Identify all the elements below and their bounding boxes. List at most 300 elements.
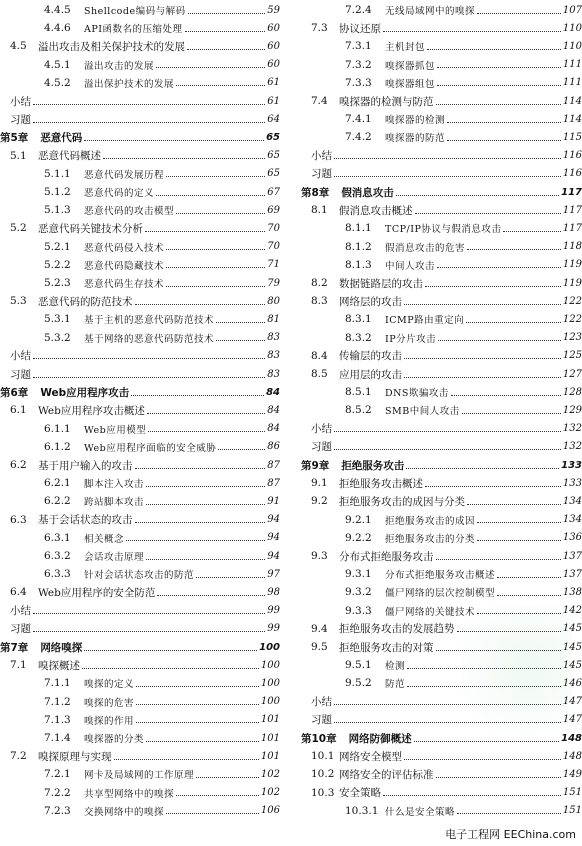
toc-entry bbox=[301, 1, 582, 19]
dot-leader bbox=[477, 540, 561, 541]
toc-entry-title: 拒绝服务攻击的成因与分类 bbox=[339, 495, 465, 508]
toc-entry bbox=[301, 583, 582, 601]
toc-entry-title: 什么是安全策略 bbox=[385, 806, 456, 818]
toc-entry bbox=[301, 365, 582, 383]
toc-entry-number: 4.5 bbox=[10, 40, 27, 53]
toc-entry-title: 分布式拒绝服务攻击 bbox=[339, 550, 434, 563]
dot-leader bbox=[447, 140, 561, 141]
toc-entry bbox=[301, 110, 582, 128]
toc-entry-number: 5.1.2 bbox=[44, 186, 71, 198]
dot-leader bbox=[437, 85, 561, 86]
toc-entry-page: 145 bbox=[562, 641, 582, 653]
toc-entry-number: 7.2.3 bbox=[44, 804, 71, 817]
dot-leader bbox=[136, 686, 259, 687]
toc-entry bbox=[0, 201, 280, 219]
toc-entry-number: 5.2.1 bbox=[44, 240, 71, 253]
toc-entry-number: 4.5.2 bbox=[44, 76, 71, 89]
toc-entry-number: 9.5.2 bbox=[345, 677, 372, 690]
toc-entry-title: 网络防御概述 bbox=[348, 732, 412, 745]
toc-entry bbox=[0, 19, 280, 37]
dot-leader bbox=[334, 176, 561, 177]
toc-entry-page: 122 bbox=[562, 295, 582, 307]
toc-entry-page: 151 bbox=[562, 805, 582, 817]
toc-entry-page: 117 bbox=[561, 186, 582, 198]
toc-entry-title: 网络层的攻击 bbox=[339, 295, 402, 308]
toc-entry-page: 60 bbox=[267, 40, 280, 52]
toc-entry-page: 71 bbox=[267, 259, 280, 271]
toc-entry-page: 98 bbox=[267, 586, 280, 598]
toc-entry-number: 8.1.1 bbox=[345, 222, 372, 235]
toc-entry-number: 7.1.4 bbox=[44, 732, 71, 744]
toc-entry-page: 60 bbox=[267, 59, 280, 71]
toc-entry-title: 溢出攻击及相关保护技术的发展 bbox=[38, 40, 185, 53]
toc-entry bbox=[0, 747, 280, 765]
dot-leader bbox=[451, 395, 561, 396]
toc-entry bbox=[0, 92, 280, 110]
toc-entry-page: 83 bbox=[267, 368, 280, 380]
dot-leader bbox=[404, 358, 561, 359]
dot-leader bbox=[146, 559, 265, 560]
toc-entry-page: 65 bbox=[267, 150, 280, 162]
toc-entry-number: 7.4 bbox=[311, 95, 328, 107]
toc-entry-page: 101 bbox=[260, 732, 280, 744]
toc-entry bbox=[301, 420, 582, 438]
toc-entry-title: 假消息攻击的危害 bbox=[385, 242, 466, 254]
toc-entry bbox=[301, 74, 582, 92]
toc-entry bbox=[0, 310, 280, 328]
toc-entry bbox=[301, 347, 582, 365]
toc-entry-title: Web应用程序的安全防范 bbox=[38, 586, 156, 599]
toc-entry-title: IP分片攻击 bbox=[385, 333, 437, 345]
toc-entry-title: Web应用程序攻击概述 bbox=[38, 404, 145, 417]
dot-leader bbox=[477, 522, 561, 523]
toc-entry bbox=[0, 729, 280, 747]
toc-entry-page: 148 bbox=[561, 732, 582, 744]
dot-leader bbox=[114, 759, 259, 760]
toc-entry-title: 嗅探器的防范 bbox=[385, 133, 446, 145]
toc-entry-title: 跨站脚本攻击 bbox=[84, 497, 145, 509]
toc-entry bbox=[0, 711, 280, 729]
dot-leader bbox=[166, 267, 265, 268]
toc-entry-page: 94 bbox=[267, 550, 280, 562]
toc-entry-number: 第7章 bbox=[0, 641, 29, 654]
toc-entry-number: 8.3.2 bbox=[345, 331, 372, 344]
toc-entry-title: 拒绝服务攻击的发展趋势 bbox=[339, 623, 455, 636]
toc-entry bbox=[301, 128, 582, 146]
toc-entry-page: 100 bbox=[260, 677, 280, 689]
toc-entry bbox=[301, 201, 582, 219]
toc-entry-page: 61 bbox=[267, 95, 280, 107]
toc-entry-title: 小结 bbox=[10, 350, 31, 363]
toc-entry-number: 10.3 bbox=[311, 786, 335, 799]
toc-entry bbox=[0, 547, 280, 565]
toc-entry-page: 142 bbox=[562, 605, 582, 617]
toc-entry-page: 70 bbox=[267, 241, 280, 253]
toc-entry-number: 7.4.1 bbox=[345, 113, 372, 126]
toc-entry-page: 101 bbox=[260, 750, 280, 762]
toc-entry-number: 8.4 bbox=[311, 349, 328, 362]
toc-entry-page: 118 bbox=[562, 241, 582, 253]
toc-entry-number: 9.3.3 bbox=[345, 604, 372, 617]
toc-entry-number: 第10章 bbox=[301, 732, 337, 745]
toc-entry-number: 7.3 bbox=[311, 22, 328, 35]
toc-entry-title: 基于会话状态的攻击 bbox=[38, 514, 133, 527]
toc-entry-title: TCP/IP协议与假消息攻击 bbox=[385, 224, 502, 236]
dot-leader bbox=[146, 741, 259, 742]
toc-entry-title: 恶意代码 bbox=[40, 131, 83, 144]
toc-entry-title: 僵尸网络的关键技术 bbox=[385, 606, 476, 618]
dot-leader bbox=[146, 504, 265, 505]
toc-entry bbox=[0, 329, 280, 347]
toc-entry bbox=[301, 274, 582, 292]
toc-entry bbox=[301, 529, 582, 547]
toc-entry bbox=[0, 511, 280, 529]
toc-entry bbox=[301, 765, 582, 783]
toc-entry-number: 9.2 bbox=[311, 495, 328, 508]
toc-entry-number: 4.4.6 bbox=[44, 22, 71, 35]
toc-entry bbox=[0, 37, 280, 55]
toc-entry-title: 嗅探器的检测 bbox=[385, 115, 446, 127]
dot-leader bbox=[477, 13, 561, 14]
dot-leader bbox=[145, 231, 265, 232]
toc-entry-title: 主机封包 bbox=[385, 42, 426, 54]
toc-entry-page: 114 bbox=[562, 113, 582, 125]
toc-entry-number: 8.5.1 bbox=[345, 386, 372, 399]
toc-entry-title: 溢出攻击的发展 bbox=[84, 60, 155, 72]
dot-leader bbox=[196, 777, 259, 778]
toc-entry-page: 101 bbox=[260, 714, 280, 726]
toc-entry-number: 8.1.3 bbox=[345, 258, 372, 271]
dot-leader bbox=[436, 559, 561, 560]
toc-entry-page: 59 bbox=[267, 4, 280, 16]
dot-leader bbox=[176, 85, 265, 86]
toc-entry-title: 习题 bbox=[311, 168, 332, 181]
toc-entry-page: 83 bbox=[267, 332, 280, 344]
toc-entry-number: 7.2.1 bbox=[44, 768, 71, 781]
toc-entry-page: 91 bbox=[267, 495, 280, 507]
toc-entry-page: 83 bbox=[267, 350, 280, 362]
toc-entry bbox=[301, 147, 582, 165]
dot-leader bbox=[166, 249, 265, 250]
dot-leader bbox=[166, 286, 265, 287]
toc-entry-page: 84 bbox=[266, 386, 280, 398]
toc-entry-page: 110 bbox=[562, 22, 582, 34]
toc-entry-title: 嗅探的定义 bbox=[84, 679, 135, 691]
toc-entry bbox=[301, 37, 582, 55]
toc-entry-title: 恶意代码侵入技术 bbox=[84, 242, 165, 254]
toc-entry-page: 65 bbox=[266, 131, 280, 143]
toc-entry-title: 恶意代码关键技术分析 bbox=[38, 222, 143, 235]
toc-entry-title: 分布式拒绝服务攻击概述 bbox=[385, 570, 496, 582]
toc-entry-page: 84 bbox=[267, 404, 280, 416]
toc-entry-number: 8.3.1 bbox=[345, 313, 372, 326]
toc-entry-number: 9.2.2 bbox=[345, 531, 372, 544]
toc-entry bbox=[301, 256, 582, 274]
toc-entry-page: 99 bbox=[267, 605, 280, 617]
toc-entry-title: 传输层的攻击 bbox=[339, 350, 402, 363]
toc-entry-title: 恶意代码的攻击模型 bbox=[84, 206, 175, 218]
toc-entry bbox=[0, 765, 280, 783]
toc-entry-page: 100 bbox=[260, 659, 280, 671]
toc-entry bbox=[0, 583, 280, 601]
dot-leader bbox=[438, 340, 561, 341]
toc-entry-page: 127 bbox=[562, 368, 582, 380]
dot-leader bbox=[135, 522, 266, 523]
toc-entry bbox=[301, 401, 582, 419]
toc-entry-number: 第5章 bbox=[0, 131, 29, 144]
toc-entry bbox=[0, 674, 280, 692]
toc-entry-title: 假消息攻击 bbox=[341, 186, 394, 199]
dot-leader bbox=[457, 813, 561, 814]
toc-entry bbox=[301, 19, 582, 37]
toc-entry-title: 基于用户输入的攻击 bbox=[38, 459, 133, 472]
dot-leader bbox=[156, 195, 265, 196]
dot-leader bbox=[425, 286, 561, 287]
dot-leader bbox=[126, 540, 265, 541]
dot-leader bbox=[216, 322, 265, 323]
dot-leader bbox=[135, 304, 266, 305]
toc-entry bbox=[0, 256, 280, 274]
dot-leader bbox=[467, 249, 561, 250]
toc-entry-title: 共享型网络中的嗅探 bbox=[84, 788, 175, 800]
toc-entry-title: 恶意代码生存技术 bbox=[84, 279, 165, 290]
toc-entry bbox=[0, 802, 280, 820]
dot-leader bbox=[196, 577, 265, 578]
dot-leader bbox=[157, 595, 265, 596]
toc-entry-page: 132 bbox=[562, 423, 582, 435]
toc-entry-page: 111 bbox=[562, 59, 582, 71]
toc-entry-title: 假消息攻击概述 bbox=[339, 204, 413, 217]
toc-entry-title: 恶意代码隐藏技术 bbox=[84, 260, 165, 272]
toc-entry bbox=[301, 238, 582, 256]
toc-entry bbox=[301, 802, 582, 820]
toc-entry-title: 恶意代码的定义 bbox=[84, 188, 155, 199]
toc-entry-number: 6.2.1 bbox=[44, 477, 71, 490]
toc-entry-number: 5.3.2 bbox=[44, 331, 71, 344]
toc-entry bbox=[0, 638, 280, 656]
toc-entry bbox=[0, 693, 280, 711]
dot-leader bbox=[497, 595, 561, 596]
dot-leader bbox=[427, 49, 561, 50]
toc-entry-page: 134 bbox=[562, 495, 582, 507]
toc-entry-number: 6.1.1 bbox=[44, 422, 71, 435]
toc-entry bbox=[301, 547, 582, 565]
toc-entry bbox=[301, 183, 582, 201]
toc-entry-page: 146 bbox=[562, 677, 582, 689]
toc-entry bbox=[0, 1, 280, 19]
toc-entry bbox=[301, 56, 582, 74]
dot-leader bbox=[334, 431, 561, 432]
toc-entry bbox=[301, 474, 582, 492]
toc-entry bbox=[0, 110, 280, 128]
toc-entry-title: 中间人攻击 bbox=[385, 260, 436, 272]
dot-leader bbox=[136, 704, 259, 705]
toc-entry-page: 116 bbox=[562, 168, 582, 180]
toc-entry-number: 6.2.2 bbox=[44, 495, 71, 508]
toc-entry-title: 基于主机的恶意代码防范技术 bbox=[84, 315, 215, 327]
toc-entry-page: 117 bbox=[562, 222, 582, 234]
toc-entry bbox=[0, 565, 280, 583]
toc-entry-page: 122 bbox=[562, 313, 582, 325]
toc-entry-title: 小结 bbox=[10, 605, 31, 618]
toc-entry bbox=[0, 56, 280, 74]
dot-leader bbox=[166, 813, 259, 814]
toc-entry-title: 交换网络中的嗅探 bbox=[84, 806, 165, 818]
toc-entry-number: 5.2.2 bbox=[44, 258, 71, 271]
toc-entry-page: 86 bbox=[267, 441, 280, 453]
toc-entry-number: 8.1.2 bbox=[345, 240, 372, 253]
dot-leader bbox=[334, 158, 561, 159]
toc-entry-page: 145 bbox=[562, 623, 582, 635]
toc-entry-number: 7.1.1 bbox=[44, 677, 71, 690]
toc-entry-number: 7.3.2 bbox=[345, 58, 372, 71]
toc-entry bbox=[0, 620, 280, 638]
toc-entry-number: 6.3.1 bbox=[44, 531, 71, 544]
toc-entry bbox=[301, 492, 582, 510]
toc-entry-title: ICMP路由重定向 bbox=[385, 315, 465, 327]
toc-entry-page: 61 bbox=[267, 77, 280, 89]
toc-entry-page: 80 bbox=[267, 295, 280, 307]
toc-entry-number: 7.1.3 bbox=[44, 713, 71, 726]
toc-entry bbox=[301, 92, 582, 110]
toc-entry-title: 网卡及局域网的工作原理 bbox=[84, 770, 195, 782]
toc-entry bbox=[301, 292, 582, 310]
toc-entry-title: 嗅探器的检测与防范 bbox=[339, 95, 434, 108]
dot-leader bbox=[84, 650, 257, 651]
dot-leader bbox=[437, 67, 561, 68]
toc-entry-page: 64 bbox=[267, 113, 280, 125]
toc-entry-page: 94 bbox=[267, 514, 280, 526]
toc-entry-number: 6.2 bbox=[10, 459, 27, 471]
toc-entry-page: 133 bbox=[561, 459, 582, 471]
toc-entry bbox=[0, 292, 280, 310]
toc-entry bbox=[0, 401, 280, 419]
toc-entry-title: API函数名的压缩处理 bbox=[84, 24, 183, 36]
toc-entry bbox=[0, 456, 280, 474]
toc-entry-page: 102 bbox=[260, 787, 280, 799]
toc-entry-title: 会话攻击原理 bbox=[84, 552, 145, 563]
toc-entry bbox=[0, 474, 280, 492]
toc-entry-number: 6.3.2 bbox=[44, 550, 71, 562]
toc-entry-page: 128 bbox=[562, 386, 582, 398]
toc-entry-title: SMB中间人攻击 bbox=[385, 406, 460, 418]
toc-entry-page: 102 bbox=[260, 768, 280, 780]
toc-entry-title: DNS欺骗攻击 bbox=[385, 388, 449, 400]
toc-entry-page: 132 bbox=[562, 441, 582, 453]
toc-entry-title: 检测 bbox=[385, 661, 406, 673]
toc-entry-number: 第6章 bbox=[0, 386, 29, 399]
toc-entry-number: 6.1.2 bbox=[44, 440, 71, 453]
toc-entry-page: 147 bbox=[562, 714, 582, 726]
dot-leader bbox=[404, 759, 561, 760]
toc-entry-page: 111 bbox=[562, 77, 582, 89]
dot-leader bbox=[147, 413, 265, 414]
toc-entry bbox=[0, 147, 280, 165]
toc-entry-title: 嗅探的作用 bbox=[84, 715, 135, 727]
dot-leader bbox=[425, 486, 561, 487]
dot-leader bbox=[383, 795, 561, 796]
toc-entry-page: 149 bbox=[562, 768, 582, 780]
toc-entry-number: 5.1.3 bbox=[44, 204, 71, 217]
toc-entry-title: 习题 bbox=[10, 368, 31, 381]
toc-entry-number: 7.2.4 bbox=[345, 4, 372, 16]
toc-entry-title: 拒绝服务攻击 bbox=[341, 459, 405, 472]
toc-entry-page: 137 bbox=[562, 568, 582, 580]
toc-entry bbox=[301, 511, 582, 529]
toc-entry-page: 116 bbox=[562, 150, 582, 162]
toc-entry-page: 134 bbox=[562, 514, 582, 526]
toc-entry-title: 僵尸网络的层次控制模型 bbox=[385, 588, 496, 600]
dot-leader bbox=[503, 231, 561, 232]
toc-entry-page: 114 bbox=[562, 95, 582, 107]
toc-entry-page: 151 bbox=[562, 787, 582, 799]
dot-leader bbox=[188, 13, 266, 14]
toc-entry-title: 基于网络的恶意代码防范技术 bbox=[84, 333, 215, 345]
toc-entry-title: 拒绝服务攻击的成因 bbox=[385, 515, 476, 527]
toc-entry-page: 79 bbox=[267, 277, 280, 289]
toc-entry-title: Web应用程序攻击 bbox=[40, 386, 130, 399]
dot-leader bbox=[218, 449, 265, 450]
toc-entry-page: 148 bbox=[562, 750, 582, 762]
dot-leader bbox=[156, 67, 265, 68]
toc-entry-title: 安全策略 bbox=[339, 787, 381, 800]
toc-entry-page: 69 bbox=[267, 204, 280, 216]
toc-entry-title: 网络安全的评估标准 bbox=[339, 768, 434, 781]
toc-entry-page: 123 bbox=[562, 332, 582, 344]
dot-leader bbox=[176, 795, 259, 796]
toc-entry-page: 107 bbox=[562, 4, 582, 16]
toc-entry-title: 嗅探器的分类 bbox=[84, 734, 145, 745]
toc-entry-number: 7.1 bbox=[10, 659, 27, 672]
dot-leader bbox=[447, 122, 561, 123]
dot-leader bbox=[33, 631, 265, 632]
toc-entry-page: 100 bbox=[260, 696, 280, 708]
toc-entry-title: 拒绝服务攻击的分类 bbox=[385, 533, 476, 545]
toc-entry-number: 7.4.2 bbox=[345, 131, 372, 144]
toc-entry-page: 119 bbox=[562, 277, 582, 289]
dot-leader bbox=[166, 176, 265, 177]
dot-leader bbox=[33, 122, 265, 123]
toc-entry-number: 10.3.1 bbox=[345, 804, 379, 817]
dot-leader bbox=[136, 722, 259, 723]
dot-leader bbox=[33, 358, 265, 359]
toc-entry-title: 小结 bbox=[311, 696, 332, 709]
toc-entry-page: 67 bbox=[267, 186, 280, 198]
toc-entry-number: 5.3.1 bbox=[44, 313, 71, 326]
toc-entry bbox=[0, 219, 280, 237]
toc-entry bbox=[301, 219, 582, 237]
toc-entry bbox=[0, 365, 280, 383]
toc-entry-number: 4.4.5 bbox=[44, 4, 71, 16]
toc-entry-page: 110 bbox=[562, 40, 582, 52]
toc-entry bbox=[301, 438, 582, 456]
toc-entry-page: 87 bbox=[267, 477, 280, 489]
dot-leader bbox=[436, 777, 561, 778]
dot-leader bbox=[82, 668, 259, 669]
toc-entry-title: 网络安全模型 bbox=[339, 750, 402, 763]
toc-entry-number: 9.1 bbox=[311, 477, 328, 490]
toc-entry-title: 脚本注入攻击 bbox=[84, 479, 145, 491]
toc-entry bbox=[0, 274, 280, 292]
toc-entry-number: 9.2.1 bbox=[345, 513, 372, 526]
toc-entry-page: 87 bbox=[267, 459, 280, 471]
toc-entry-page: 65 bbox=[267, 168, 280, 180]
toc-entry-page: 100 bbox=[259, 641, 280, 653]
toc-entry-page: 97 bbox=[267, 568, 280, 580]
dot-leader bbox=[396, 195, 559, 196]
toc-entry-number: 9.5.1 bbox=[345, 659, 372, 672]
dot-leader bbox=[33, 104, 265, 105]
